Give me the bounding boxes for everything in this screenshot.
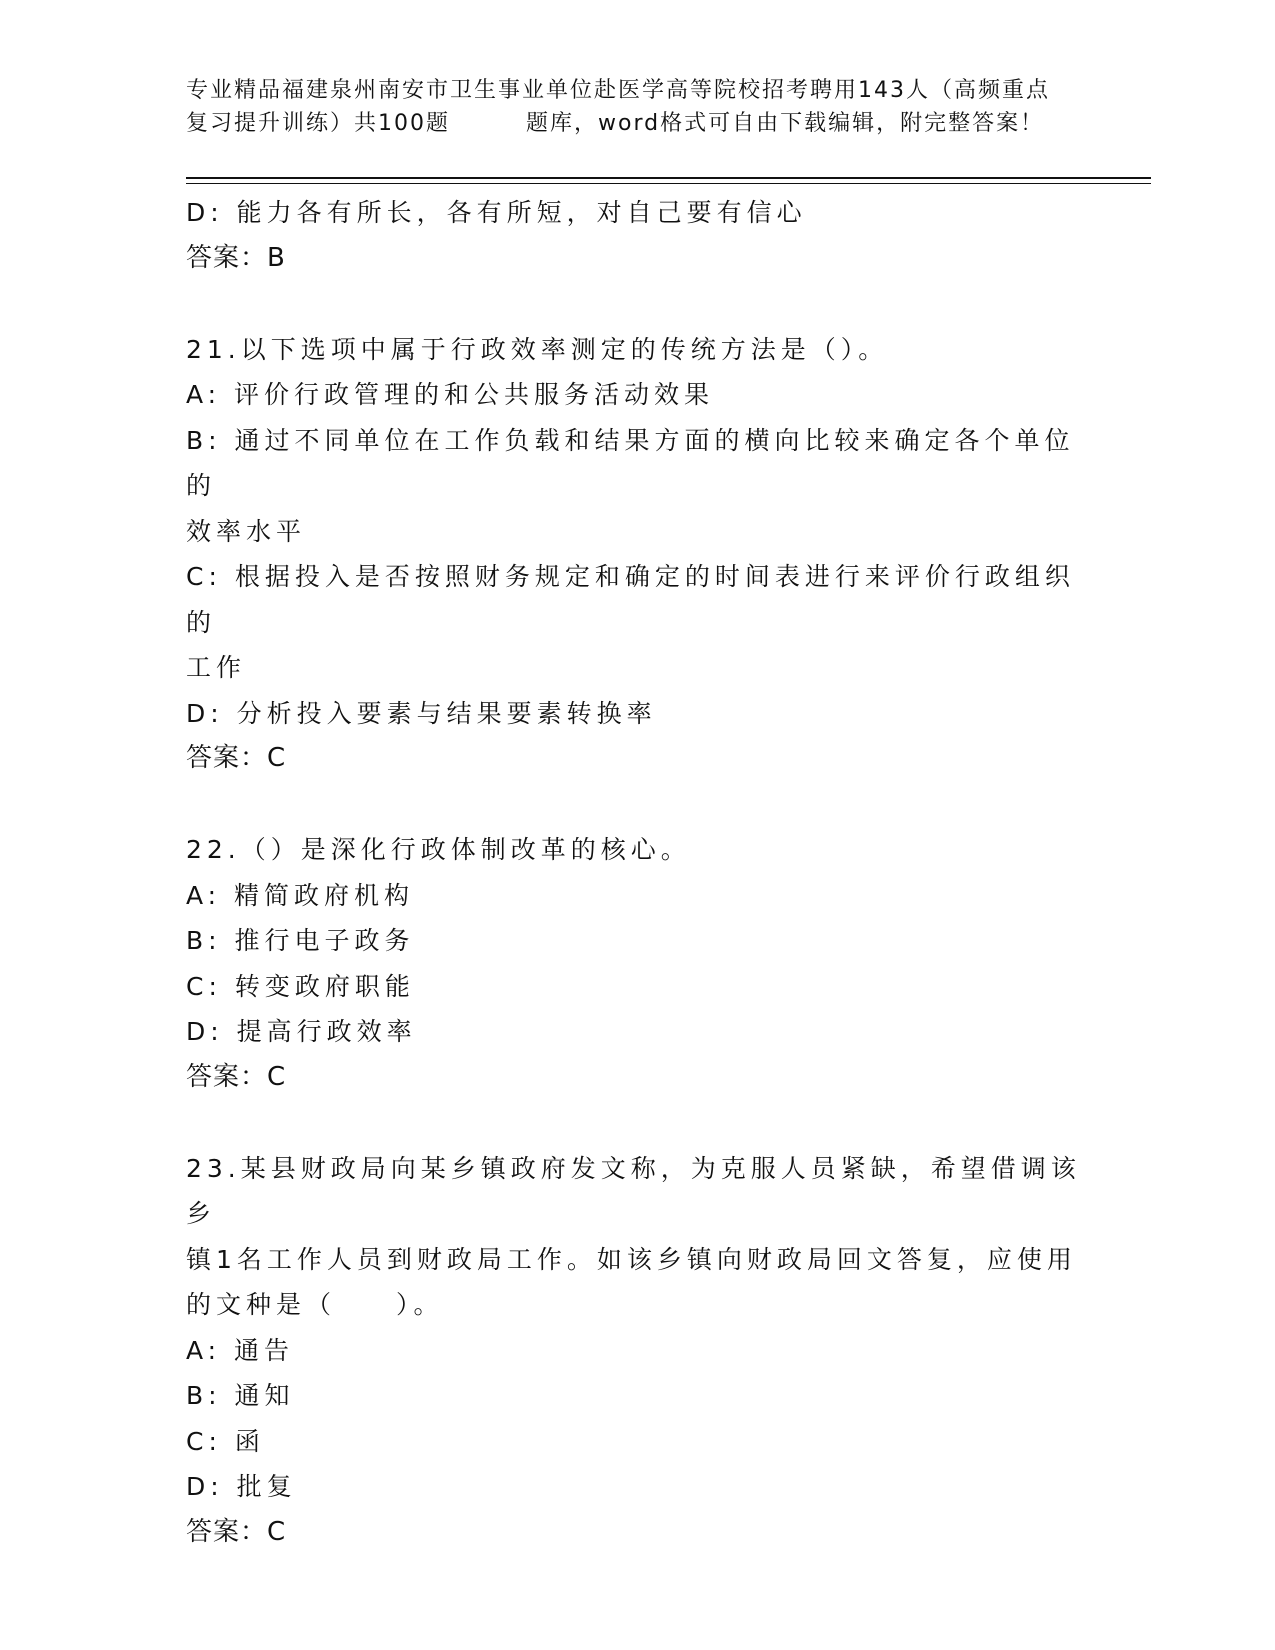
header-line-2	[186, 107, 1086, 140]
answer: 答案：C	[186, 743, 287, 773]
option-c: C: 转变政府职能	[186, 971, 415, 1001]
question-title: 22.（）是深化行政体制改革的核心。	[186, 835, 691, 864]
question-23	[186, 1146, 1086, 1556]
document-header	[186, 74, 1086, 140]
option-b: B: 推行电子政务	[186, 926, 415, 955]
option-c-line-2: 工作	[186, 653, 247, 682]
question-title-line-3: 的文种是（ ）。	[186, 1290, 444, 1319]
question-content	[186, 190, 1086, 1555]
answer: 答案：C	[186, 1061, 287, 1092]
option-a: A: 精简政府机构	[186, 880, 415, 910]
previous-question-tail	[186, 190, 1086, 281]
option-d: D: 分析投入要素与结果要素转换率	[186, 698, 657, 728]
spacer	[186, 281, 1086, 327]
header-rule-thick	[186, 177, 1151, 179]
question-title: 21.以下选项中属于行政效率测定的传统方法是（）。	[186, 334, 889, 364]
question-22	[186, 827, 1086, 1100]
option-c: C: 函	[186, 1426, 265, 1456]
option-d: D: 能力各有所长，各有所短，对自己要有信心	[186, 198, 807, 227]
option-d: D: 批复	[186, 1472, 297, 1501]
option-a: A: 通告	[186, 1335, 295, 1365]
question-title-line-1: 23.某县财政局向某乡镇政府发文称，为克服人员紧缺，希望借调该乡	[186, 1153, 1081, 1228]
spacer	[186, 782, 1086, 828]
header-line-2-part-1: 复习提升训练）共100题	[186, 111, 450, 136]
option-b-line-2: 效率水平	[186, 516, 307, 546]
header-line-1: 专业精品福建泉州南安市卫生事业单位赴医学高等院校招考聘用143人（高频重点	[186, 78, 1050, 103]
answer: 答案：B	[186, 242, 286, 273]
header-rule-thin	[186, 183, 1151, 184]
question-21	[186, 327, 1086, 782]
option-a: A: 评价行政管理的和公共服务活动效果	[186, 380, 715, 409]
question-title-line-2: 镇1名工作人员到财政局工作。如该乡镇向财政局回文答复，应使用	[186, 1244, 1077, 1274]
option-c-line-1: C: 根据投入是否按照财务规定和确定的时间表进行来评价行政组织的	[186, 562, 1075, 637]
answer: 答案：C	[186, 1516, 287, 1547]
option-d: D: 提高行政效率	[186, 1017, 417, 1046]
spacer	[186, 1100, 1086, 1146]
option-b: B: 通知	[186, 1381, 295, 1410]
header-line-2-part-2: 题库，word格式可自由下载编辑，附完整答案！	[526, 111, 1045, 136]
option-b-line-1: B: 通过不同单位在工作负载和结果方面的横向比较来确定各个单位的	[186, 425, 1075, 500]
